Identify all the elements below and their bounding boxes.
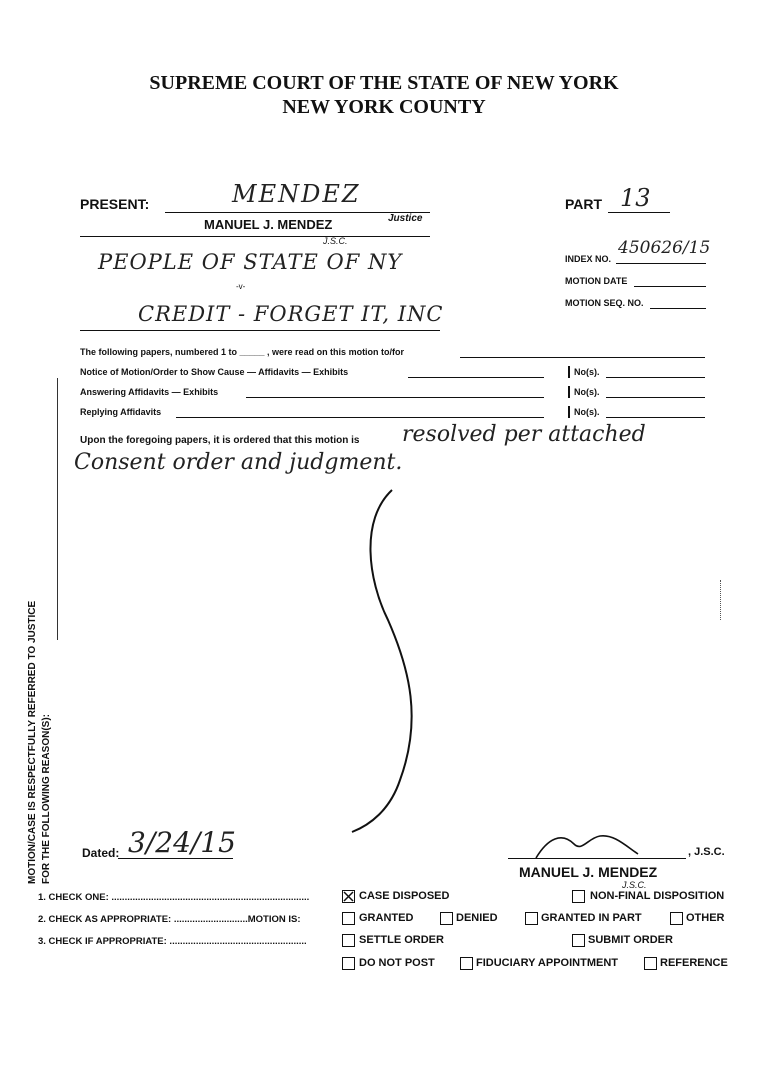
nos-bar-3	[568, 406, 570, 418]
nos-3-line	[606, 417, 705, 418]
submit-order-checkbox[interactable]	[572, 934, 585, 947]
part-value: 13	[620, 184, 651, 212]
part-line	[608, 212, 670, 213]
court-title: SUPREME COURT OF THE STATE OF NEW YORK	[149, 72, 619, 94]
defendant-name: CREDIT - FORGET IT, INC	[138, 302, 444, 326]
fiduciary-checkbox[interactable]	[460, 957, 473, 970]
motion-date-label: MOTION DATE	[565, 276, 628, 286]
county-title: NEW YORK COUNTY	[282, 96, 486, 118]
granted-in-part-label: GRANTED IN PART	[541, 912, 642, 924]
nos-2-line	[606, 397, 705, 398]
denied-label: DENIED	[456, 912, 498, 924]
handwritten-s-stroke	[330, 480, 440, 840]
present-handwritten-name: MENDEZ	[232, 180, 361, 208]
justice-label: Justice	[388, 213, 423, 224]
granted-checkbox[interactable]	[342, 912, 355, 925]
reference-label: REFERENCE	[660, 957, 728, 969]
do-not-post-checkbox[interactable]	[342, 957, 355, 970]
nos-1-line	[606, 377, 705, 378]
checkmark-icon	[343, 891, 354, 902]
order-handwritten-line-1: resolved per attached	[402, 422, 646, 447]
papers-intro-line	[460, 357, 705, 358]
nos-bar-1	[568, 366, 570, 378]
versus: -v-	[236, 282, 246, 291]
nos-2: No(s).	[574, 387, 600, 397]
other-label: OTHER	[686, 912, 725, 924]
index-label: INDEX NO.	[565, 254, 612, 264]
side-rule-2	[57, 610, 58, 640]
plaintiff-name: PEOPLE OF STATE OF NY	[98, 250, 403, 274]
denied-checkbox[interactable]	[440, 912, 453, 925]
side-rule-1	[57, 378, 58, 640]
side-referral-note	[26, 484, 54, 884]
motion-seq-label: MOTION SEQ. NO.	[565, 298, 644, 308]
papers-row-2-line	[246, 397, 544, 398]
granted-in-part-checkbox[interactable]	[525, 912, 538, 925]
order-printed-text: Upon the foregoing papers, it is ordered that this motion is	[80, 435, 360, 446]
motion-date-line	[634, 286, 706, 287]
granted-label: GRANTED	[359, 912, 414, 924]
side-referral-line-1: MOTION/CASE IS RESPECTFULLY REFERRED TO JUSTICE	[27, 600, 38, 884]
signature-suffix: , J.S.C.	[688, 846, 725, 858]
case-disposed-checkbox[interactable]	[342, 890, 355, 903]
part-label: PART	[565, 196, 603, 212]
signature-name: MANUEL J. MENDEZ	[519, 864, 658, 880]
order-handwritten-line-2: Consent order and judgment.	[74, 450, 403, 475]
check-row-1-label: 1. CHECK ONE: ...........................................................................	[38, 892, 310, 903]
signature-jsc: J.S.C.	[622, 880, 647, 890]
settle-order-label: SETTLE ORDER	[359, 934, 444, 946]
dated-value: 3/24/15	[128, 826, 236, 859]
papers-intro: The following papers, numbered 1 to _____ , were read on this motion to/for	[80, 347, 405, 357]
check-row-2-label: 2. CHECK AS APPROPRIATE: ............................MOTION IS:	[38, 914, 301, 925]
margin-mark	[720, 580, 722, 620]
papers-row-1-line	[408, 377, 544, 378]
motion-seq-line	[650, 308, 706, 309]
signature-line	[508, 858, 686, 859]
nos-3: No(s).	[574, 407, 600, 417]
fiduciary-label: FIDUCIARY APPOINTMENT	[476, 957, 618, 969]
submit-order-label: SUBMIT ORDER	[588, 934, 673, 946]
papers-row-3: Replying Affidavits	[80, 407, 162, 417]
case-disposed-label: CASE DISPOSED	[359, 890, 450, 902]
check-row-3-label: 3. CHECK IF APPROPRIATE: ....................................................	[38, 936, 307, 947]
dated-label: Dated:	[82, 846, 120, 860]
papers-row-3-line	[176, 417, 544, 418]
do-not-post-label: DO NOT POST	[359, 957, 435, 969]
non-final-checkbox[interactable]	[572, 890, 585, 903]
nos-1: No(s).	[574, 367, 600, 377]
nos-bar-2	[568, 386, 570, 398]
side-referral-line-2: FOR THE FOLLOWING REASON(S):	[41, 714, 52, 884]
reference-checkbox[interactable]	[644, 957, 657, 970]
index-value: 450626/15	[618, 238, 711, 258]
papers-row-1: Notice of Motion/Order to Show Cause — Affidavits — Exhibits	[80, 367, 349, 377]
index-line	[616, 263, 706, 264]
caption-bottom-line	[80, 330, 440, 331]
non-final-label: NON-FINAL DISPOSITION	[590, 890, 725, 902]
settle-order-checkbox[interactable]	[342, 934, 355, 947]
present-line-2	[80, 236, 430, 237]
justice-name: MANUEL J. MENDEZ	[204, 217, 333, 232]
present-jsc: J.S.C.	[323, 236, 348, 246]
papers-row-2: Answering Affidavits — Exhibits	[80, 387, 219, 397]
dated-line	[118, 858, 233, 859]
present-label: PRESENT:	[80, 196, 150, 212]
other-checkbox[interactable]	[670, 912, 683, 925]
